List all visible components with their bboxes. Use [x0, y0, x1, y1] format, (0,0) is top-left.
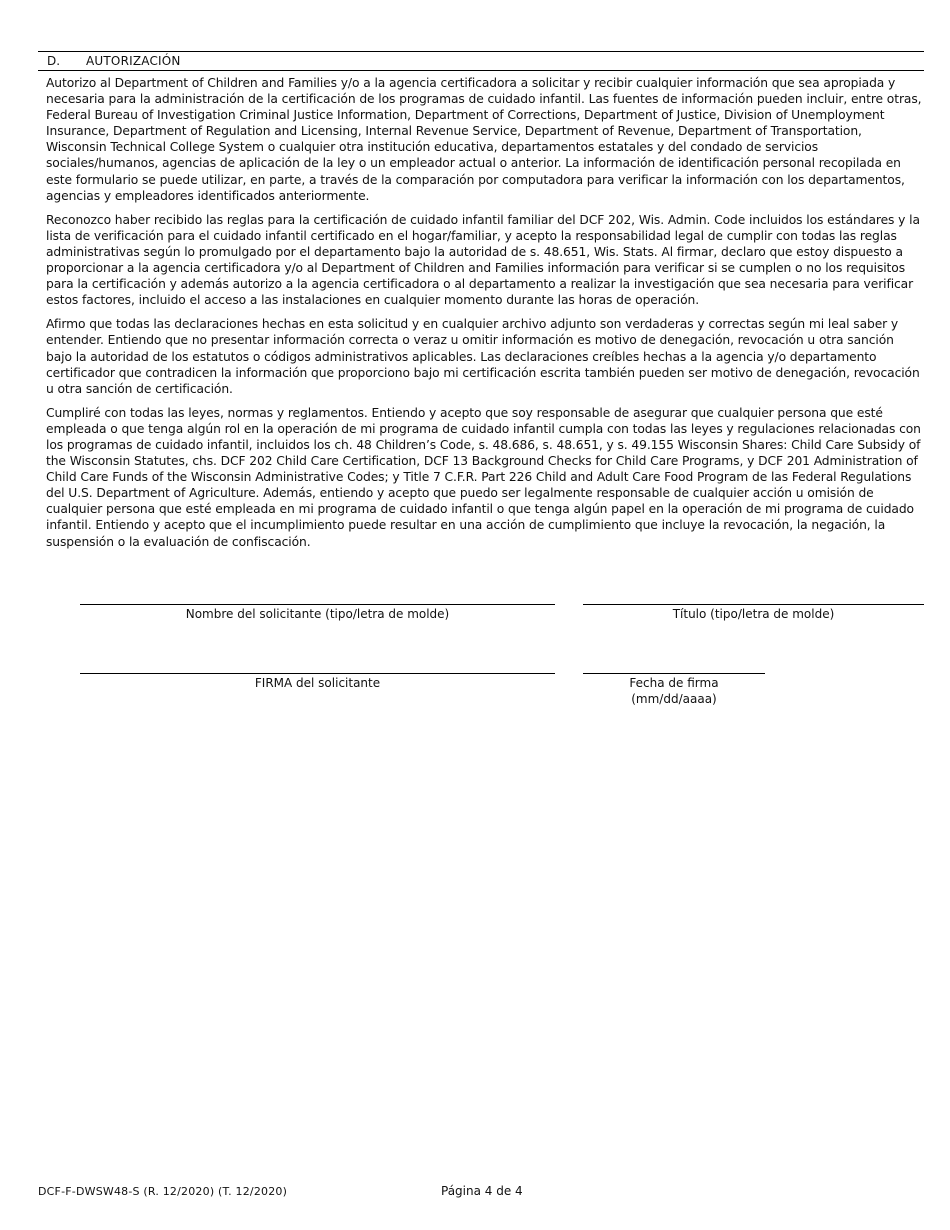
- paragraph-compliance: Cumpliré con todas las leyes, normas y reglamentos. Entiendo y acepto que soy responsable de asegurar que cualquier persona que esté empleada o que tenga algún rol en la operación de mi programa de cuidado infantil cumpla con todas las leyes y regulaciones relacionadas con los programas de cuidado infantil, incluidos los ch. 48 Children’s Code, s. 48.686, s. 48.651, y s. 49.155 Wisconsin Shares: Child Care Subsidy of the Wisconsin Statutes, chs. DCF 202 Child Care Certification, DCF 13 Background Checks for Child Care Programs, y DCF 201 Administration of Child Care Funds of the Wisconsin Administrative Codes; y Title 7 C.F.R. Part 226 Child and Adult Care Food Program de las Federal Regulations del U.S. Department of Agriculture. Además, entiendo y acepto que puedo ser legalmente responsable de cualquier acción u omisión de cualquier persona que esté empleada en mi programa de cuidado infantil o que tenga algún papel en la operación de mi programa de cuidado infantil. Entiendo y acepto que el incumplimiento puede resultar en una acción de cumplimiento que incluye la revocación, la negación, la suspensión o la evaluación de confiscación.: [46, 405, 921, 549]
- section-header: [38, 51, 924, 71]
- signature-date-label-line1: Fecha de firma: [629, 676, 719, 690]
- form-id: DCF-F-DWSW48-S (R. 12/2020) (T. 12/2020): [38, 1185, 288, 1198]
- applicant-name-label: Nombre del solicitante (tipo/letra de molde): [185, 607, 450, 621]
- paragraph-affirmation: Afirmo que todas las declaraciones hechas en esta solicitud y en cualquier archivo adjunto son verdaderas y correctas según mi leal saber y entender. Entiendo que no presentar información correcta o veraz u omitir información es motivo de denegación, revocación u otra sanción bajo la autoridad de los estatutos o códigos administrativos aplicables. Las declaraciones creíbles hechas a la agencia y/o departamento certificador que contradicen la información que proporciono bajo mi certificación escrita también pueden ser motivo de denegación, revocación u otra sanción de certificación.: [46, 317, 920, 396]
- applicant-title-label: Título (tipo/letra de molde): [672, 607, 835, 621]
- signature-date-line[interactable]: [583, 673, 765, 674]
- applicant-name-line[interactable]: [80, 604, 555, 605]
- section-letter: D.: [47, 54, 61, 68]
- applicant-signature-line[interactable]: [80, 673, 555, 674]
- authorization-text: [46, 75, 922, 558]
- paragraph-acknowledgement: Reconozco haber recibido las reglas para la certificación de cuidado infantil familiar del DCF 202, Wis. Admin. Code incluidos los estándares y la lista de verificación para el cuidado infantil certificado en el hogar/familiar, y acepto la responsabilidad legal de cumplir con todas las reglas administrativas según lo promulgado por el departamento bajo la autoridad de s. 48.651, Wis. Stats. Al firmar, declaro que estoy dispuesto a proporcionar a la agencia certificadora y/o al Department of Children and Families información para verificar si se cumplen o no los requisitos para la certificación y además autorizo a la agencia certificadora o al departamento a realizar la investigación que sea necesaria para verificar estos factores, incluido el acceso a las instalaciones en cualquier momento durante las horas de operación.: [46, 212, 920, 308]
- signature-date-label-line2: (mm/dd/aaaa): [631, 692, 717, 706]
- applicant-title-line[interactable]: [583, 604, 924, 605]
- section-title: AUTORIZACIÓN: [86, 54, 181, 68]
- page-number: Página 4 de 4: [441, 1184, 523, 1198]
- paragraph-authorization: Autorizo al Department of Children and Families y/o a la agencia certificadora a solicitar y recibir cualquier información que sea apropiada y necesaria para la administración de la certificación de los programas de cuidado infantil. Las fuentes de información pueden incluir, entre otras, Federal Bureau of Investigation Criminal Justice Information, Department of Corrections, Department of Justice, Division of Unemployment Insurance, Department of Regulation and Licensing, Internal Revenue Service, Department of Revenue, Department of Transportation, Wisconsin Technical College System o cualquier otra institución educativa, departamentos estatales y del condado de servicios sociales/humanos, agencias de aplicación de la ley o un empleador actual o anterior. La información de identificación personal recopilada en este formulario se puede utilizar, en parte, a través de la comparación por computadora para verificar la información con los departamentos, agencias y empleadores identificados anteriormente.: [46, 76, 922, 203]
- applicant-signature-label: FIRMA del solicitante: [254, 676, 381, 690]
- signature-date-label: [583, 675, 765, 707]
